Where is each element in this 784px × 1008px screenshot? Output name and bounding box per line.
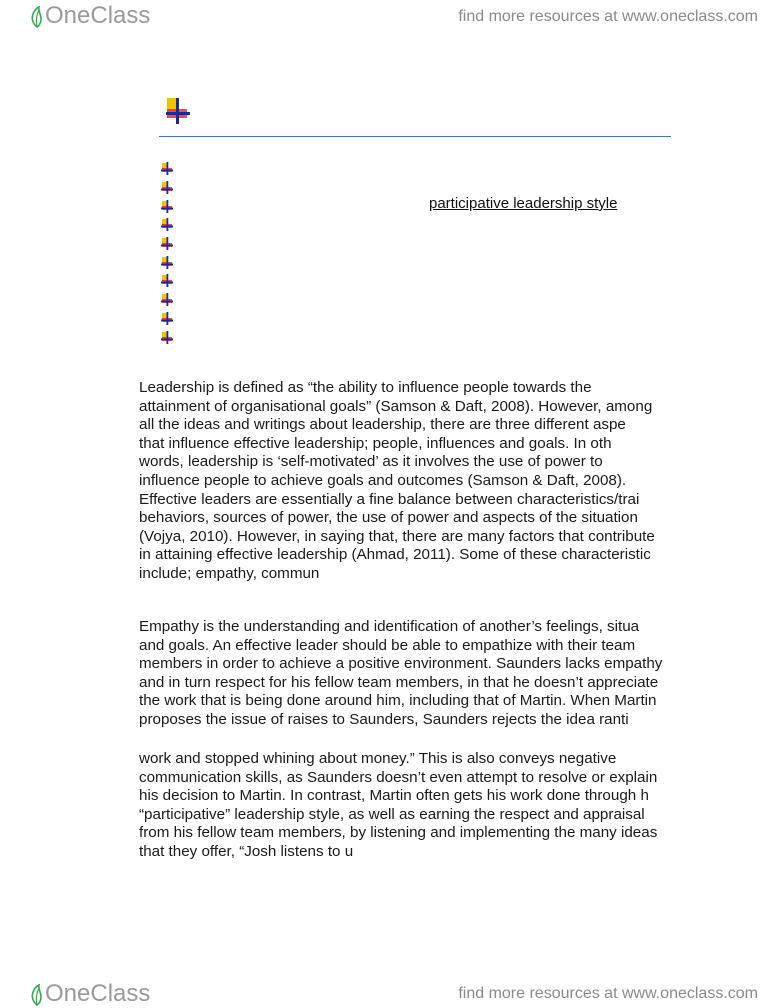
- plus-bullet-icon: [161, 274, 174, 288]
- participative-leadership-link[interactable]: participative leadership style: [429, 195, 618, 212]
- plus-bullet-icon: [161, 312, 174, 326]
- plus-bullet-icon: [161, 162, 174, 176]
- plus-bullet-icon: [164, 96, 192, 126]
- plus-bullet-icon: [161, 181, 174, 195]
- slide-bullet-list: [161, 160, 174, 347]
- header-tagline[interactable]: find more resources at www.oneclass.com: [458, 8, 758, 25]
- plus-bullet-icon: [161, 218, 174, 232]
- leaf-icon: [30, 6, 44, 28]
- footer-tagline[interactable]: find more resources at www.oneclass.com: [458, 985, 758, 1002]
- plus-bullet-icon: [161, 256, 174, 270]
- body-paragraph-2: Empathy is the understanding and identification of another’s feelings, situa and goals. An effective leader should be able to empathize with their team members in order to achieve a positive environment. Saunders lacks empathy and in turn respect for his fellow team members, in that he doesn’t appreciate the work that is being done around him, including that of Martin. When Martin proposes the issue of raises to Saunders, Saunders rejects the idea ranti: [139, 618, 663, 728]
- leaf-icon: [30, 984, 44, 1006]
- list-item: [161, 235, 174, 254]
- title-divider: [159, 136, 671, 137]
- list-item: [161, 197, 174, 216]
- list-item: [161, 253, 174, 272]
- list-item: [161, 328, 174, 347]
- list-item: [161, 216, 174, 235]
- plus-bullet-icon: [161, 237, 174, 251]
- list-item: [161, 179, 174, 198]
- list-item: [161, 291, 174, 310]
- plus-bullet-icon: [161, 200, 174, 214]
- plus-bullet-icon: [161, 331, 174, 345]
- oneclass-logo-footer[interactable]: [30, 982, 150, 1006]
- logo-text: OneClass: [45, 980, 151, 1007]
- list-item: [161, 272, 174, 291]
- plus-bullet-icon: [161, 293, 174, 307]
- list-item: [161, 160, 174, 179]
- body-paragraph-3: work and stopped whining about money.” This is also conveys negative communication skills, as Saunders doesn’t even attempt to resolve or explain his decision to Martin. In contrast, Martin often gets his work done through h “participative” leadership style, as well as earning the respect and appraisal from his fellow team members, by listening and implementing the many ideas that they offer, “Josh listens to u: [139, 750, 658, 860]
- logo-text: OneClass: [45, 2, 151, 29]
- list-item: [161, 310, 174, 329]
- oneclass-logo[interactable]: [30, 4, 150, 28]
- body-paragraph-1: Leadership is defined as “the ability to influence people towards the attainment of organisational goals” (Samson & Daft, 2008). However, among all the ideas and writings about leadership, there are three different aspe that influence effective leadership; people, influences and goals. In oth words, leadership is ‘self-motivated’ as it involves the use of power to influence people to achieve goals and outcomes (Samson & Daft, 2008). Effective leaders are essentially a fine balance between characteristics/trai behaviors, sources of power, the use of power and aspects of the situation (Vojya, 2010). However, in saying that, there are many factors that contribute in attaining effective leadership (Ahmad, 2011). Some of these characteristic include; empathy, commun: [139, 379, 655, 582]
